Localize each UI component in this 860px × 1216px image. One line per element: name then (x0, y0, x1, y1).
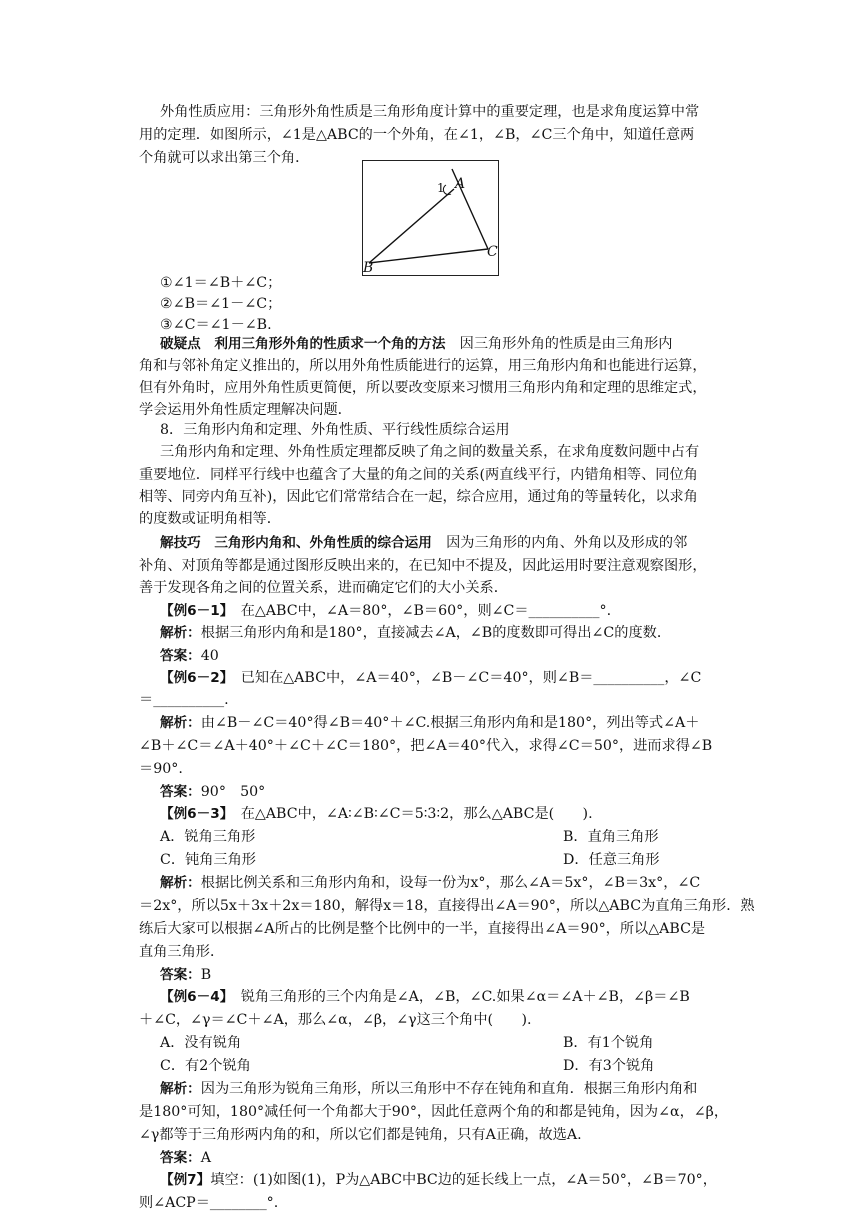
formula-2: ②∠B＝∠1－∠C； (160, 296, 282, 312)
section-8-title: 8．三角形内角和定理、外角性质、平行线性质综合运用 (160, 422, 510, 438)
text-line: 练后大家可以根据∠A所占的比例是整个比例中的一半，直接得出∠A＝90°，所以△ABC是 (139, 921, 706, 937)
example-analysis: 解析：根据比例关系和三角形内角和，设每一份为x°，那么∠A＝5x°，∠B＝3x°，∠C (160, 875, 701, 891)
pyd-line: 破疑点 利用三角形外角的性质求一个角的方法 因三角形外角的性质是由三角形内 (160, 336, 673, 352)
example-analysis: 解析：因为三角形为锐角三角形，所以三角形中不存在钝角和直角．根据三角形内角和 (160, 1081, 698, 1097)
option-b: B．有1个锐角 (563, 1035, 654, 1051)
example-tag: 【例6－1】 (160, 603, 227, 619)
options-row (160, 1033, 750, 1054)
example-analysis: 解析：根据三角形内角和是180°，直接减去∠A，∠B的度数即可得出∠C的度数． (160, 625, 672, 641)
example-tag: 【例7】 (160, 1172, 211, 1188)
example-6-1: 【例6－1】 在△ABC中，∠A＝80°，∠B＝60°，则∠C＝__________°. (160, 603, 612, 619)
text-line: 个角就可以求出第三个角． (139, 150, 310, 166)
example-tag: 【例6－4】 (160, 989, 227, 1005)
label-b: B (363, 260, 374, 276)
text-line: ＋∠C，∠γ＝∠C＋∠A，那么∠α，∠β，∠γ这三个角中( ). (139, 1012, 532, 1028)
text-line: ＝90°. (139, 761, 183, 777)
text-line: 重要地位．同样平行线中也蕴含了大量的角之间的关系(两直线平行，内错角相等、同位角 (139, 467, 698, 483)
example-answer: 答案：A (160, 1150, 212, 1166)
text-line: 三角形内角和定理、外角性质定理都反映了角之间的数量关系，在求角度数问题中占有 (160, 444, 700, 460)
text-line: 的度数或证明角相等． (139, 511, 281, 527)
options-row (160, 1056, 750, 1077)
option-c: C．有2个锐角 (160, 1058, 251, 1074)
label-1: 1 (437, 181, 445, 195)
example-6-3: 【例6－3】 在△ABC中，∠A∶∠B∶∠C＝5∶3∶2，那么△ABC是( ). (160, 806, 593, 822)
jjq-title: 解技巧 三角形内角和、外角性质的综合运用 (160, 535, 432, 551)
text-line: ∠B＋∠C＝∠A＋40°＋∠C＋∠C＝180°，把∠A＝40°代入，求得∠C＝50°，进而求得∠B (139, 738, 713, 754)
text-line: 相等、同旁内角互补)，因此它们常常结合在一起，综合应用，通过角的等量转化，以求角 (139, 489, 698, 505)
example-tag: 【例6－3】 (160, 806, 227, 822)
jjq-line: 解技巧 三角形内角和、外角性质的综合运用 因为三角形的内角、外角以及形成的邻 (160, 535, 688, 551)
label-a: A (455, 176, 466, 192)
pyd-title: 破疑点 利用三角形外角的性质求一个角的方法 (160, 336, 446, 352)
example-6-2: 【例6－2】 已知在△ABC中，∠A＝40°，∠B－∠C＝40°，则∠B＝__________，∠C (160, 670, 702, 686)
example-tag: 【例6－2】 (160, 670, 227, 686)
example-answer: 答案：90° 50° (160, 784, 266, 800)
text-line: 是180°可知，180°减任何一个角都大于90°，因此任意两个角的和都是钝角，因为∠α，∠β， (139, 1104, 729, 1120)
text-line: 用的定理．如图所示，∠1是△ABC的一个外角，在∠1，∠B，∠C三个角中，知道任意两 (139, 127, 695, 143)
text-line: ∠γ都等于三角形两内角的和，所以它们都是钝角，只有A正确，故选A. (139, 1127, 582, 1143)
label-c: C (487, 244, 498, 260)
formula-3: ③∠C＝∠1－∠B. (160, 317, 272, 333)
option-b: B．直角三角形 (563, 829, 659, 845)
text-line: 角和与邻补角定义推出的，所以用外角性质能进行的运算，用三角形内角和也能进行运算， (139, 358, 707, 374)
text-line: 直角三角形． (139, 944, 225, 960)
text-line: 但有外角时，应用外角性质更简便，所以要改变原来习惯用三角形内角和定理的思维定式， (139, 380, 707, 396)
text-line: 补角、对顶角等都是通过图形反映出来的，在已知中不提及，因此运用时要注意观察图形， (139, 558, 707, 574)
option-d: D．有3个锐角 (563, 1058, 655, 1074)
triangle-diagram (363, 161, 500, 277)
option-a: A．锐角三角形 (160, 829, 256, 845)
option-a: A．没有锐角 (160, 1035, 242, 1051)
text-line: 善于发现各角之间的位置关系，进而确定它们的大小关系． (139, 580, 508, 596)
text-line: 则∠ACP＝________°. (139, 1195, 279, 1211)
example-answer: 答案：B (160, 967, 212, 983)
example-answer: 答案：40 (160, 648, 219, 664)
option-c: C．钝角三角形 (160, 852, 256, 868)
edge-ab (369, 189, 454, 263)
option-d: D．任意三角形 (563, 852, 660, 868)
options-row (160, 827, 750, 848)
text-line: ＝__________. (139, 692, 229, 708)
edge-bc (369, 249, 488, 263)
triangle-figure (362, 160, 499, 276)
example-6-4: 【例6－4】 锐角三角形的三个内角是∠A，∠B，∠C.如果∠α＝∠A＋∠B，∠β＝∠B (160, 989, 690, 1005)
text-line: ＝2x°，所以5x＋3x＋2x＝180，解得x＝18，直接得出∠A＝90°，所以△ABC为直角三角形．熟 (139, 898, 755, 914)
options-row (160, 850, 750, 871)
example-7: 【例7】填空：(1)如图(1)，P为△ABC中BC边的延长线上一点，∠A＝50°，∠B＝70°， (160, 1172, 717, 1188)
example-analysis: 解析：由∠B－∠C＝40°得∠B＝40°＋∠C.根据三角形内角和是180°，列出等式∠A＋ (160, 715, 700, 731)
formula-1: ①∠1＝∠B＋∠C； (160, 275, 282, 291)
text-line: 外角性质应用：三角形外角性质是三角形角度计算中的重要定理，也是求角度运算中常 (160, 104, 700, 120)
text-line: 学会运用外角性质定理解决问题． (139, 402, 352, 418)
